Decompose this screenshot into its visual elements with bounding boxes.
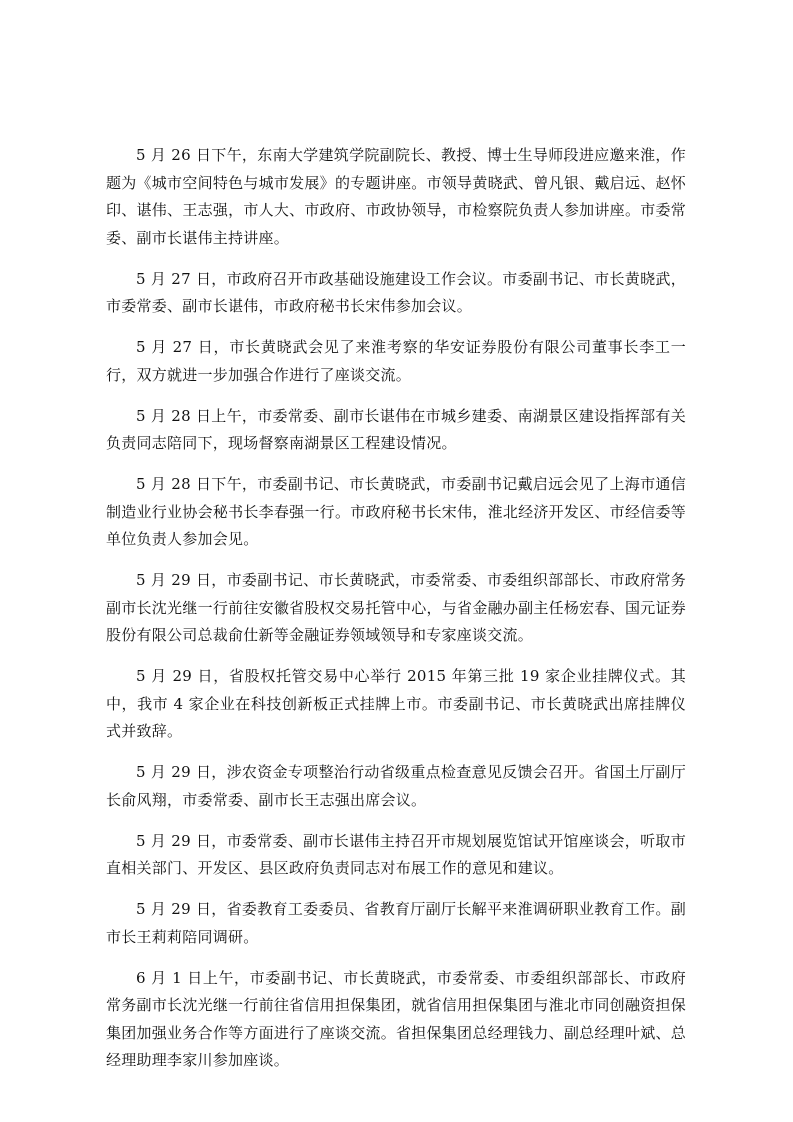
paragraph-may26-lecture: 5 月 26 日下午，东南大学建筑学院副院长、教授、博士生导师段进应邀来淮，作题为《城市空间特色与城市发展》的专题讲座。市领导黄晓武、曾凡银、戴启远、赵怀印、谌伟、王志强，市人大、市政府、市政协领导，市检察院负责人参加讲座。市委常委、副市长谌伟主持讲座。	[106, 146, 686, 247]
document-body	[106, 142, 686, 1088]
paragraph-may29-vocational-education: 5 月 29 日，省委教育工委委员、省教育厅副厅长解平来淮调研职业教育工作。副市长王莉莉陪同调研。	[106, 900, 686, 946]
paragraph-may29-inspection-feedback: 5 月 29 日，涉农资金专项整治行动省级重点检查意见反馈会召开。省国土厅副厅长俞风翔，市委常委、副市长王志强出席会议。	[106, 763, 686, 809]
paragraph-may28-south-lake: 5 月 28 日上午，市委常委、副市长谌伟在市城乡建委、南湖景区建设指挥部有关负责同志陪同下，现场督察南湖景区工程建设情况。	[106, 406, 686, 452]
paragraph-may27-meeting: 5 月 27 日，市政府召开市政基础设施建设工作会议。市委副书记、市长黄晓武，市委常委、副市长谌伟，市政府秘书长宋伟参加会议。	[106, 269, 686, 315]
paragraph-may29-equity-center: 5 月 29 日，市委副书记、市长黄晓武，市委常委、市委组织部部长、市政府常务副市长沈光继一行前往安徽省股权交易托管中心，与省金融办副主任杨宏春、国元证券股份有限公司总裁俞仕新等金融证券领域领导和专家座谈交流。	[106, 571, 686, 644]
paragraph-may29-listing-ceremony: 5 月 29 日，省股权托管交易中心举行 2015 年第三批 19 家企业挂牌仪式。其中，我市 4 家企业在科技创新板正式挂牌上市。市委副书记、市长黄晓武出席挂牌仪式并致辞。	[106, 667, 686, 740]
paragraph-may28-shanghai-association: 5 月 28 日下午，市委副书记、市长黄晓武，市委副书记戴启远会见了上海市通信制造业行业协会秘书长李春强一行。市政府秘书长宋伟，淮北经济开发区、市经信委等单位负责人参加会见。	[106, 475, 686, 548]
paragraph-may29-planning-exhibition: 5 月 29 日，市委常委、副市长谌伟主持召开市规划展览馆试开馆座谈会，听取市直相关部门、开发区、县区政府负责同志对布展工作的意见和建议。	[106, 831, 686, 877]
paragraph-may27-huaan-securities: 5 月 27 日，市长黄晓武会见了来淮考察的华安证券股份有限公司董事长李工一行，双方就进一步加强合作进行了座谈交流。	[106, 338, 686, 384]
paragraph-jun1-credit-guarantee: 6 月 1 日上午，市委副书记、市长黄晓武，市委常委、市委组织部部长、市政府常务副市长沈光继一行前往省信用担保集团，就省信用担保集团与淮北市同创融资担保集团加强业务合作等方面进行了座谈交流。省担保集团总经理钱力、副总经理叶斌、总经理助理李家川参加座谈。	[106, 968, 686, 1069]
